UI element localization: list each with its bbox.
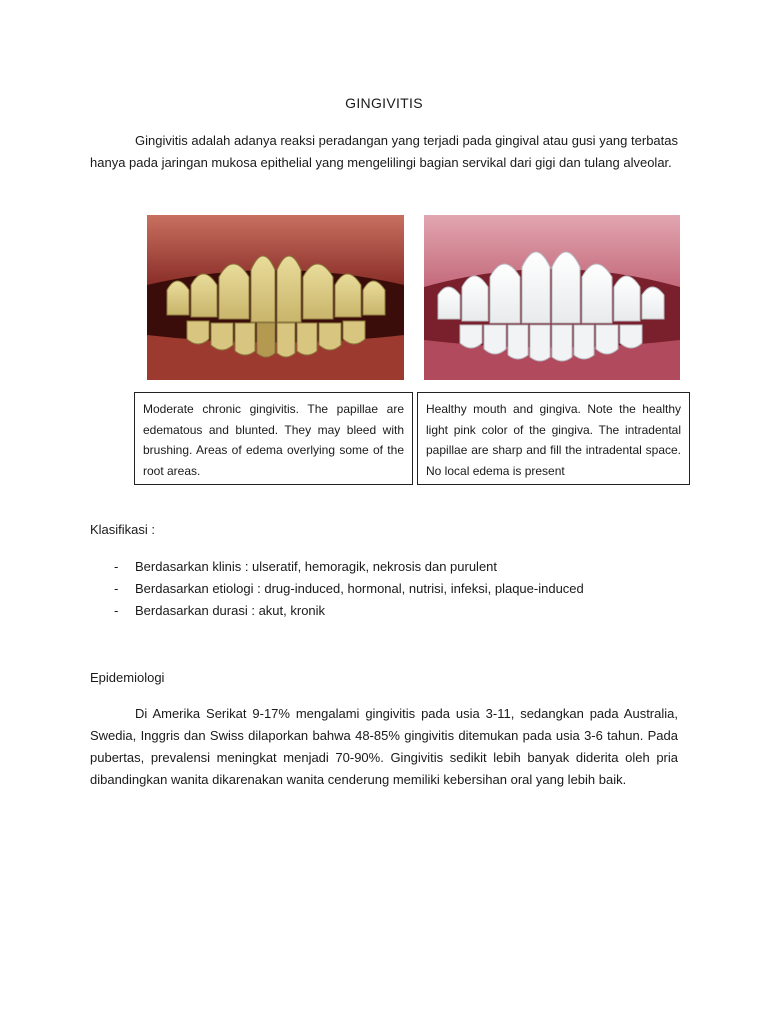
intro-text: Gingivitis adalah adanya reaksi peradangan yang terjadi pada gingival atau gusi yang terbatas hanya pada jaringan mukosa epithelial yang mengelilingi bagian servikal dari gigi dan tulang alveolar. [90,133,678,170]
list-bullet: - [114,603,119,618]
gingivitis-photo [147,215,404,380]
epidemiologi-text: Di Amerika Serikat 9-17% mengalami gingivitis pada usia 3-11, sedangkan pada Australia, Swedia, Inggris dan Swiss dilaporkan bahwa 48-85% gingivitis ditemukan pada usia 3-6 tahun. Pada pubertas, prevalensi meningkat menjadi 70-90%. Gingivitis sedikit lebih banyak diderita oleh pria dibandingkan wanita dikarenakan wanita cenderung memiliki kebersihan oral yang lebih baik. [90,706,678,787]
list-item-text: Berdasarkan etiologi : drug-induced, hormonal, nutrisi, infeksi, plaque-induced [135,581,584,596]
list-item-text: Berdasarkan durasi : akut, kronik [135,603,326,618]
right-figure-caption: Healthy mouth and gingiva. Note the healthy light pink color of the gingiva. The intradental papillae are sharp and fill the intradental space. No local edema is present [417,392,690,485]
klasifikasi-heading: Klasifikasi : [90,522,156,537]
epidemiologi-paragraph [90,703,678,791]
left-figure-caption: Moderate chronic gingivitis. The papillae are edematous and blunted. They may bleed with brushing. Areas of edema overlying some of the root areas. [134,392,413,485]
list-bullet: - [114,559,119,574]
page-title: GINGIVITIS [345,95,423,111]
list-item [90,600,584,622]
klasifikasi-list [90,556,584,622]
list-item-text: Berdasarkan klinis : ulseratif, hemoragik, nekrosis dan purulent [135,559,498,574]
list-bullet: - [114,581,119,596]
list-item [90,556,584,578]
healthy-gingiva-photo [424,215,680,380]
epidemiologi-heading: Epidemiologi [90,670,165,685]
list-item [90,578,584,600]
intro-paragraph [90,130,678,174]
